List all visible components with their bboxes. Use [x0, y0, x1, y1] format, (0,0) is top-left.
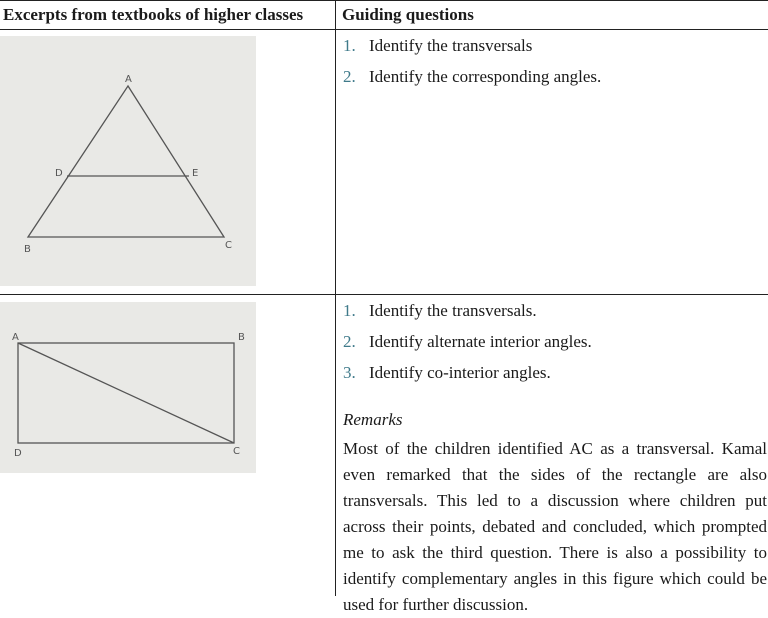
question-text: Identify the corresponding angles.: [369, 67, 602, 86]
question-text: Identify co-interior angles.: [369, 363, 551, 382]
header-excerpts: Excerpts from textbooks of higher classes: [3, 5, 304, 24]
row2-questions: [343, 295, 592, 388]
question-text: Identify alternate interior angles.: [369, 332, 592, 351]
triangle-abc: [28, 86, 224, 237]
label-e: E: [192, 168, 199, 179]
header-guiding-questions: Guiding questions: [342, 5, 474, 24]
label-a: A: [125, 74, 132, 85]
list-item: [343, 61, 601, 92]
list-item: [343, 326, 592, 357]
triangle-drawing: [0, 36, 256, 286]
question-text: Identify the transversals.: [369, 301, 537, 320]
rectangle-figure: [0, 302, 256, 473]
label-b: B: [238, 332, 245, 343]
label-a: A: [12, 332, 19, 343]
remarks-paragraph: Most of the children identified AC as a transversal. Kamal even remarked that the sides of the rectangle are also transversals. This led to a discussion where children put across their points, debated and concluded, which prompted me to ask the third question. There is also a possibility to identify complementary angles in this figure which could be used for further discussion.: [343, 439, 767, 614]
remarks-heading: Remarks: [343, 410, 403, 429]
rectangle-drawing: [0, 302, 256, 473]
label-c: C: [233, 446, 240, 457]
question-text: Identify the transversals: [369, 36, 533, 55]
label-c: C: [225, 240, 232, 251]
label-d: D: [55, 168, 63, 179]
question-number: 2.: [343, 67, 356, 86]
label-d: D: [14, 448, 22, 459]
list-item: [343, 357, 592, 388]
list-item: [343, 30, 601, 61]
row1-questions: [343, 30, 601, 92]
question-number: 3.: [343, 363, 356, 382]
question-number: 1.: [343, 36, 356, 55]
diagonal-ac: [18, 343, 234, 443]
column-divider: [335, 0, 336, 596]
question-number: 2.: [343, 332, 356, 351]
list-item: [343, 295, 592, 326]
triangle-figure: [0, 36, 256, 286]
question-number: 1.: [343, 301, 356, 320]
label-b: B: [24, 244, 31, 255]
